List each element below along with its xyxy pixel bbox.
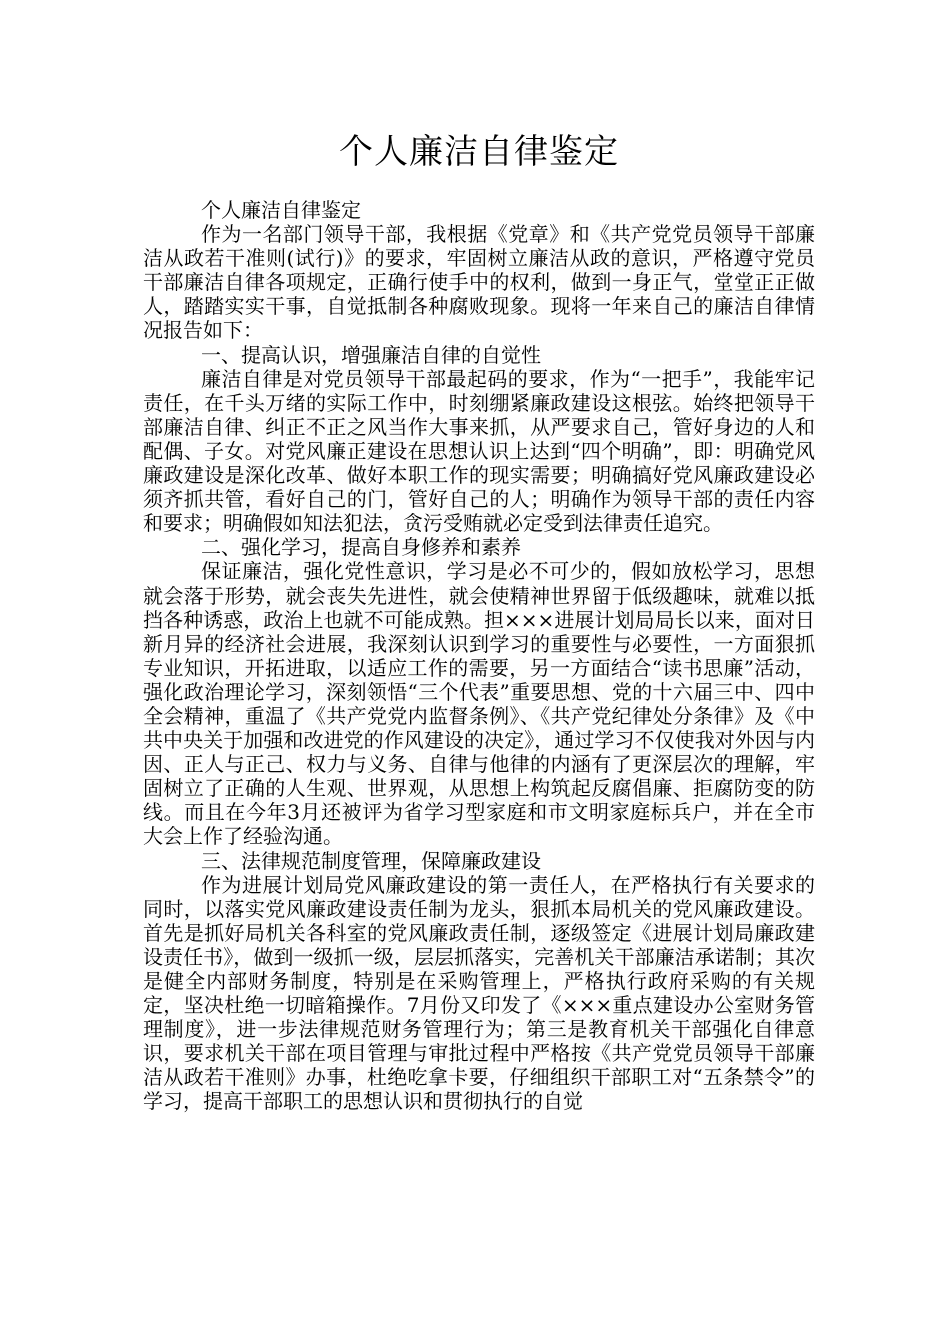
intro-paragraph: 作为一名部门领导干部，我根据《党章》和《共产党党员领导干部廉洁从政若干准则(试行)》的要求，牢固树立廉洁从政的意识，严格遵守党员干部廉洁自律各项规定，正确行使手中的权利，做到一身正气，堂堂正正做人，踏踏实实干事，自觉抵制各种腐败现象。现将一年来自己的廉洁自律情况报告如下： xyxy=(143,222,815,343)
section-paragraph-2: 保证廉洁，强化党性意识，学习是必不可少的，假如放松学习，思想就会落于形势，就会丧失先进性，就会使精神世界留于低级趣味，就难以抵挡各种诱惑，政治上也就不可能成熟。担×××进展计划局局长以来，面对日新月异的经济社会进展，我深刻认识到学习的重要性与必要性，一方面狠抓专业知识，开拓进取，以适应工作的需要，另一方面结合“读书思廉”活动，强化政治理论学习，深刻领悟“三个代表”重要思想、党的十六届三中、四中全会精神，重温了《共产党党内监督条例》、《共产党纪律处分条律》及《中共中央关于加强和改进党的作风建设的决定》，通过学习不仅使我对外因与内因、正人与正己、权力与义务、自律与他律的内涵有了更深层次的理解，牢固树立了正确的人生观、世界观，从思想上构筑起反腐倡廉、拒腐防变的防线。而且在今年3月还被评为省学习型家庭和市文明家庭标兵户，并在全市大会上作了经验沟通。 xyxy=(143,559,815,849)
section-heading-2: 二、强化学习，提高自身修养和素养 xyxy=(201,535,521,560)
section-heading-1: 一、提高认识，增强廉洁自律的自觉性 xyxy=(201,342,541,367)
document-page xyxy=(143,126,815,1114)
section-paragraph-1: 廉洁自律是对党员领导干部最起码的要求，作为“一把手”，我能牢记责任，在千头万绪的实际工作中，时刻绷紧廉政建设这根弦。始终把领导干部廉洁自律、纠正不正之风当作大事来抓，从严要求自己，管好身边的人和配偶、子女。对党风廉正建设在思想认识上达到“四个明确”，即：明确党风廉政建设是深化改革、做好本职工作的现实需要；明确搞好党风廉政建设必须齐抓共管，看好自己的门，管好自己的人；明确作为领导干部的责任内容和要求；明确假如知法犯法，贪污受贿就必定受到法律责任追究。 xyxy=(143,366,815,536)
section-paragraph-3: 作为进展计划局党风廉政建设的第一责任人，在严格执行有关要求的同时，以落实党风廉政建设责任制为龙头，狠抓本局机关的党风廉政建设。首先是抓好局机关各科室的党风廉政责任制，逐级签定《进展计划局廉政建设责任书》，做到一级抓一级，层层抓落实，完善机关干部廉洁承诺制；其次是健全内部财务制度，特别是在采购管理上，严格执行政府采购的有关规定，坚决杜绝一切暗箱操作。7月份又印发了《×××重点建设办公室财务管理制度》，进一步法律规范财务管理行为；第三是教育机关干部强化自律意识，要求机关干部在项目管理与审批过程中严格按《共产党党员领导干部廉洁从政若干准则》办事，杜绝吃拿卡要，仔细组织干部职工对“五条禁令”的学习，提高干部职工的思想认识和贯彻执行的自觉 xyxy=(143,872,815,1114)
subtitle-line: 个人廉洁自律鉴定 xyxy=(201,198,361,222)
document-title: 个人廉洁自律鉴定 xyxy=(339,132,619,172)
section-heading-3: 三、法律规范制度管理，保障廉政建设 xyxy=(201,848,541,873)
document-body xyxy=(143,198,815,1114)
